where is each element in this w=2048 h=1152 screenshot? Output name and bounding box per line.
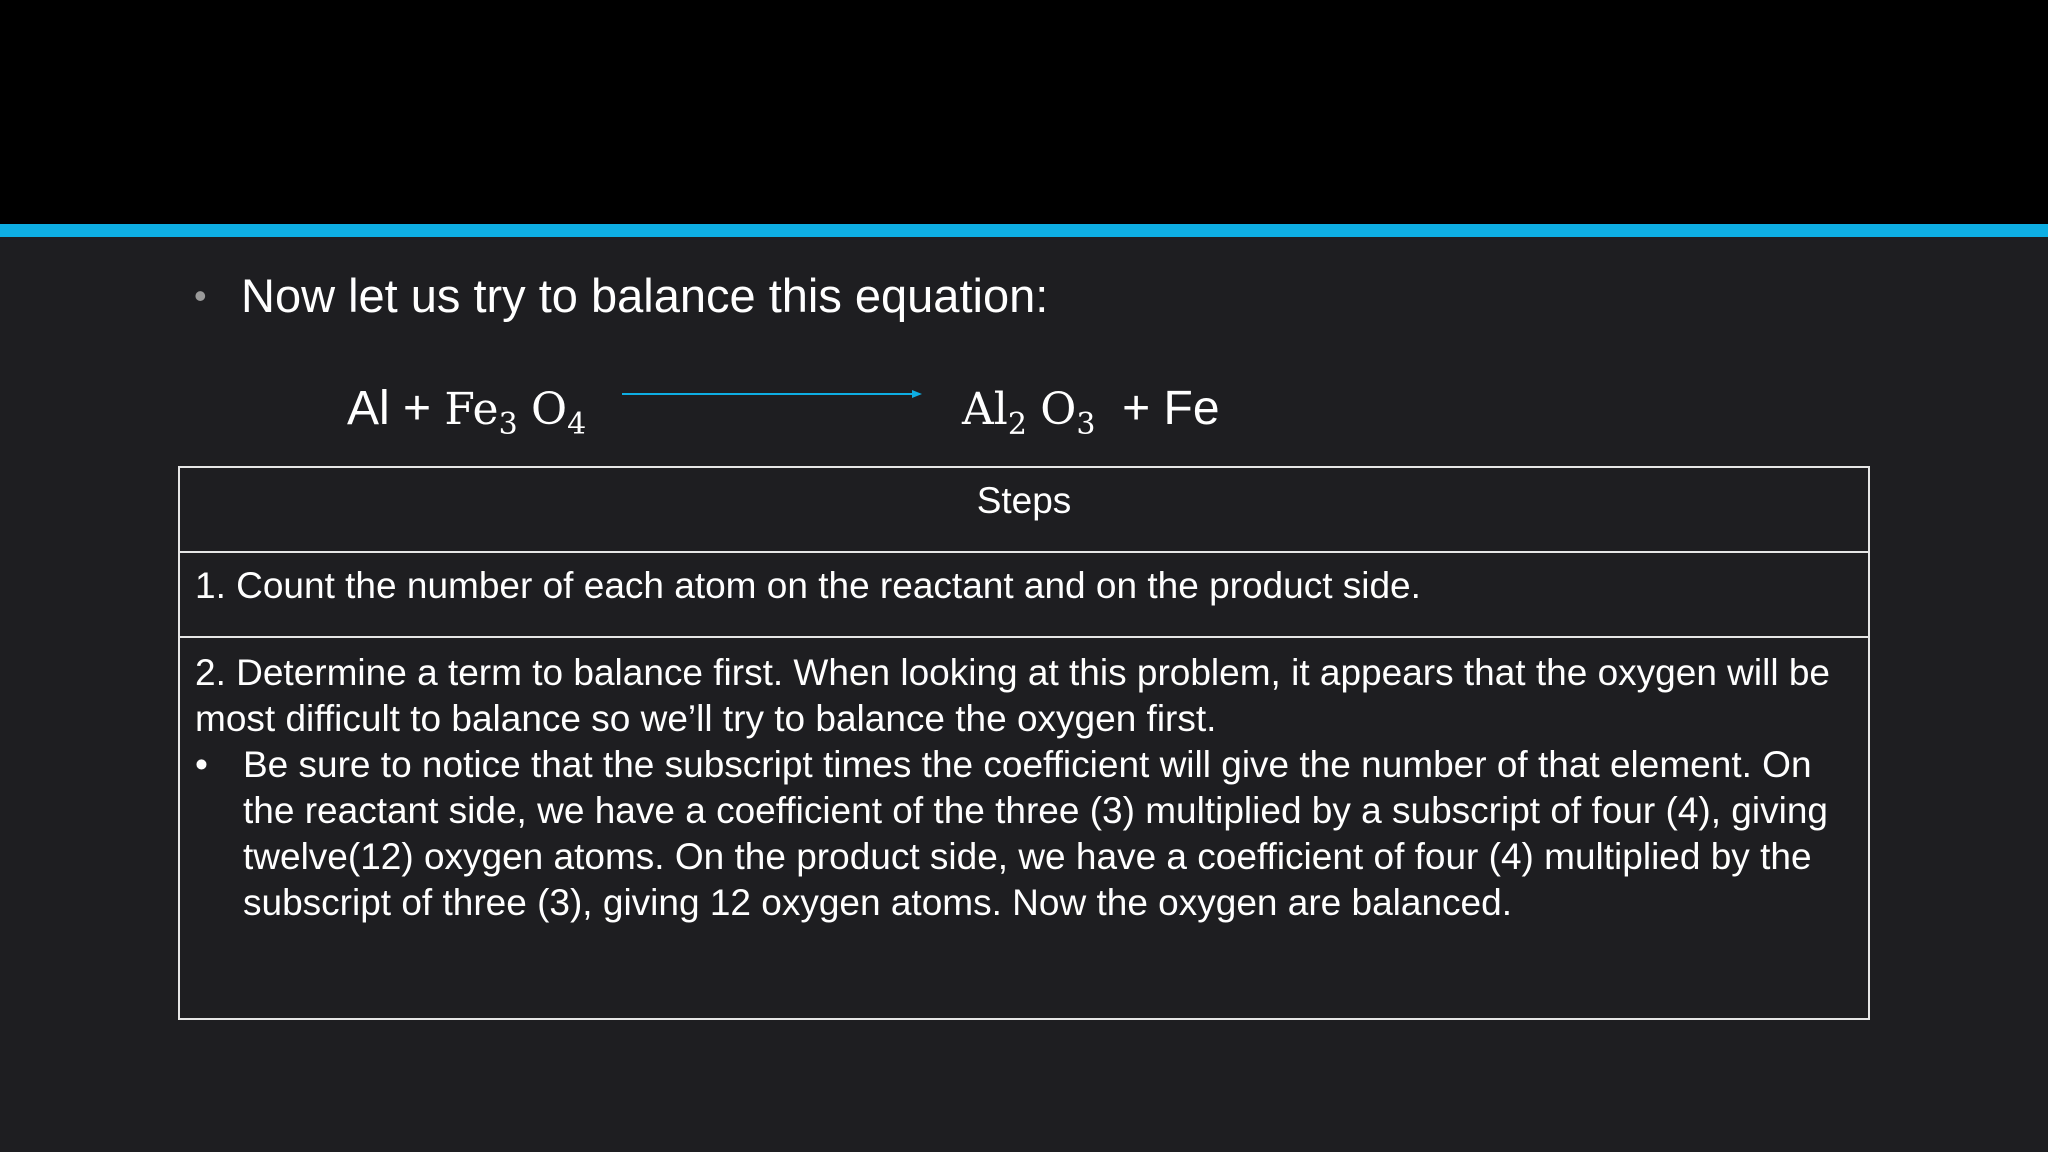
product-al: Al: [962, 384, 1008, 435]
title-band: [0, 0, 2048, 224]
steps-table: [178, 466, 1870, 1020]
bullet-text: Now let us try to balance this equation:: [241, 269, 1049, 322]
subscript: 4: [567, 407, 587, 442]
reactant-o: O: [531, 384, 568, 435]
step-2: [180, 638, 1868, 1018]
product-fe: Fe: [1163, 382, 1220, 435]
reaction-arrow-icon: [622, 390, 922, 402]
steps-header: Steps: [180, 468, 1868, 553]
subscript: 3: [498, 407, 518, 442]
bullet-icon: •: [195, 744, 208, 785]
subscript: 3: [1076, 407, 1096, 442]
equation-products: [962, 374, 1220, 444]
product-o: O: [1040, 384, 1077, 435]
subscript: 2: [1007, 407, 1027, 442]
reactant-fe: Fe: [444, 384, 499, 435]
bullet-dot-icon: •: [194, 275, 207, 316]
equation-reactants: [347, 374, 586, 444]
step-2-bullet: [195, 742, 1853, 926]
step-2-intro: 2. Determine a term to balance first. When looking at this problem, it appears that the oxygen will be most difficult to balance so we’ll try to balance the oxygen first.: [195, 652, 1830, 739]
plus-sign: +: [403, 382, 432, 435]
step-2-bullet-text: Be sure to notice that the subscript times the coefficient will give the number of that element. On the reactant side, we have a coefficient of the three (3) multiplied by a subscript of four (4), giving twelve(12) oxygen atoms. On the product side, we have a coefficient of four (4) multiplied by the subscript of three (3), giving 12 oxygen atoms. Now the oxygen are balanced.: [243, 744, 1828, 923]
reactant-al: Al: [347, 382, 390, 435]
accent-bar: [0, 224, 2048, 237]
step-1: 1. Count the number of each atom on the reactant and on the product side.: [180, 553, 1868, 638]
plus-sign: +: [1122, 382, 1151, 435]
